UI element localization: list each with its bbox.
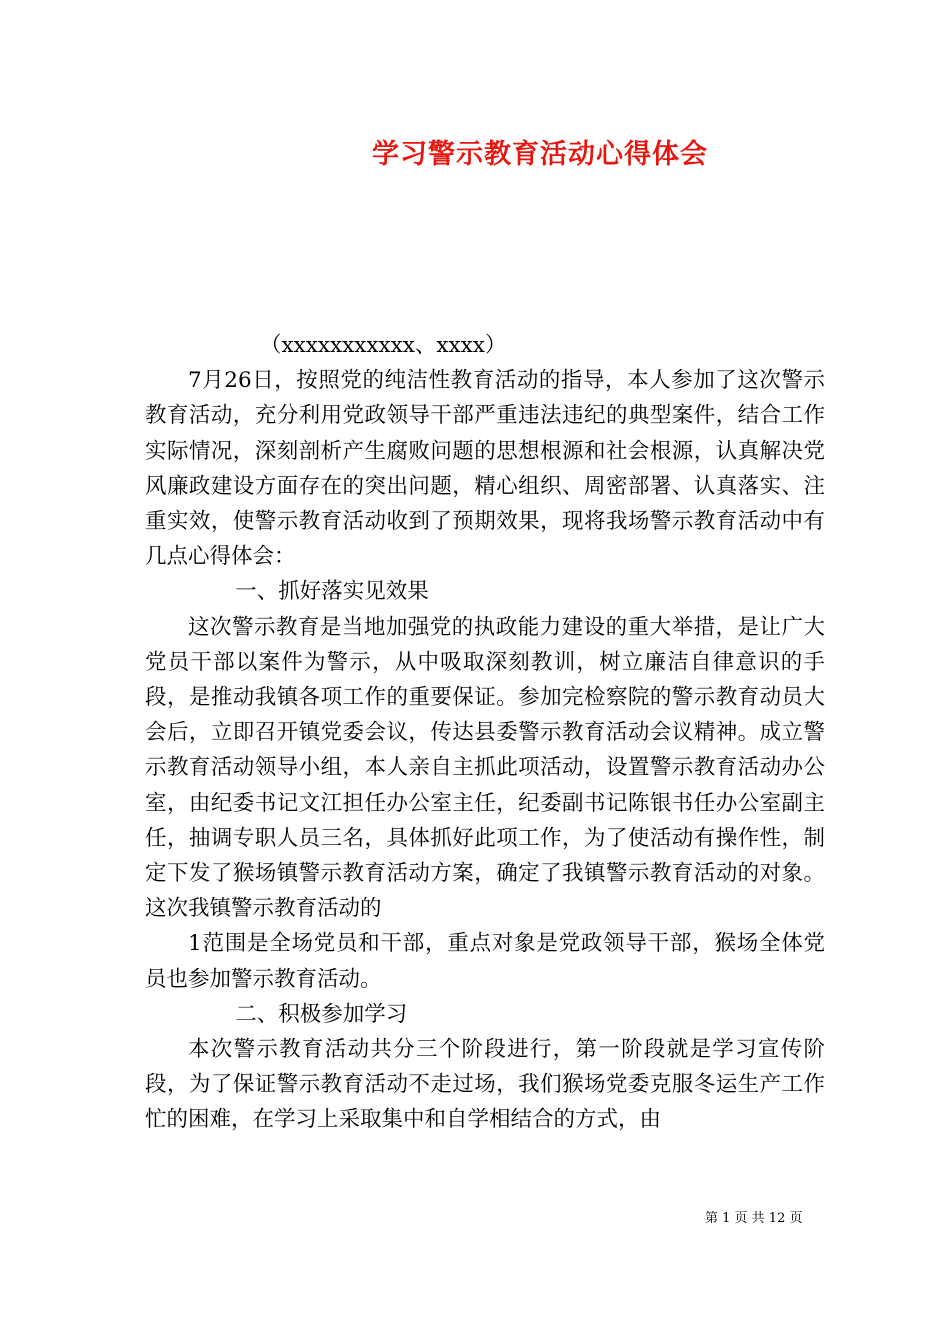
author-byline: （xxxxxxxxxxx、xxxx） <box>260 333 507 358</box>
section-heading-1: 一、抓好落实见效果 <box>235 579 429 605</box>
paragraph-scope: 1范围是全场党员和干部，重点对象是党政领导干部，猴场全体党员也参加警示教育活动。 <box>145 931 825 992</box>
page-number: 第 1 页 共 12 页 <box>705 1211 803 1226</box>
paragraph-intro: 7月26日，按照党的纯洁性教育活动的指导，本人参加了这次警示教育活动，充分利用党政领导干部严重违法违纪的典型案件，结合工作实际情况，深刻剖析产生腐败问题的思想根源和社会根源，认真解决党风廉政建设方面存在的突出问题，精心组织、周密部署、认真落实、注重实效，使警示教育活动收到了预期效果，现将我场警示教育活动中有几点心得体会： <box>145 368 825 570</box>
paragraph-section-1: 这次警示教育是当地加强党的执政能力建设的重大举措，是让广大党员干部以案件为警示，从中吸取深刻教训，树立廉洁自律意识的手段，是推动我镇各项工作的重要保证。参加完检察院的警示教育动员大会后，立即召开镇党委会议，传达县委警示教育活动会议精神。成立警示教育活动领导小组，本人亲自主抓此项活动，设置警示教育活动办公室，由纪委书记文江担任办公室主任，纪委副书记陈银书任办公室副主任，抽调专职人员三名，具体抓好此项工作，为了使活动有操作性，制定下发了猴场镇警示教育活动方案，确定了我镇警示教育活动的对象。这次我镇警示教育活动的 <box>145 614 825 922</box>
section-heading-2: 二、积极参加学习 <box>235 1001 408 1027</box>
document-title: 学习警示教育活动心得体会 <box>372 139 708 170</box>
paragraph-section-2: 本次警示教育活动共分三个阶段进行，第一阶段就是学习宣传阶段，为了保证警示教育活动不走过场，我们猴场党委克服冬运生产工作忙的困难，在学习上采取集中和自学相结合的方式，由 <box>145 1037 825 1133</box>
document-body <box>145 328 825 1138</box>
